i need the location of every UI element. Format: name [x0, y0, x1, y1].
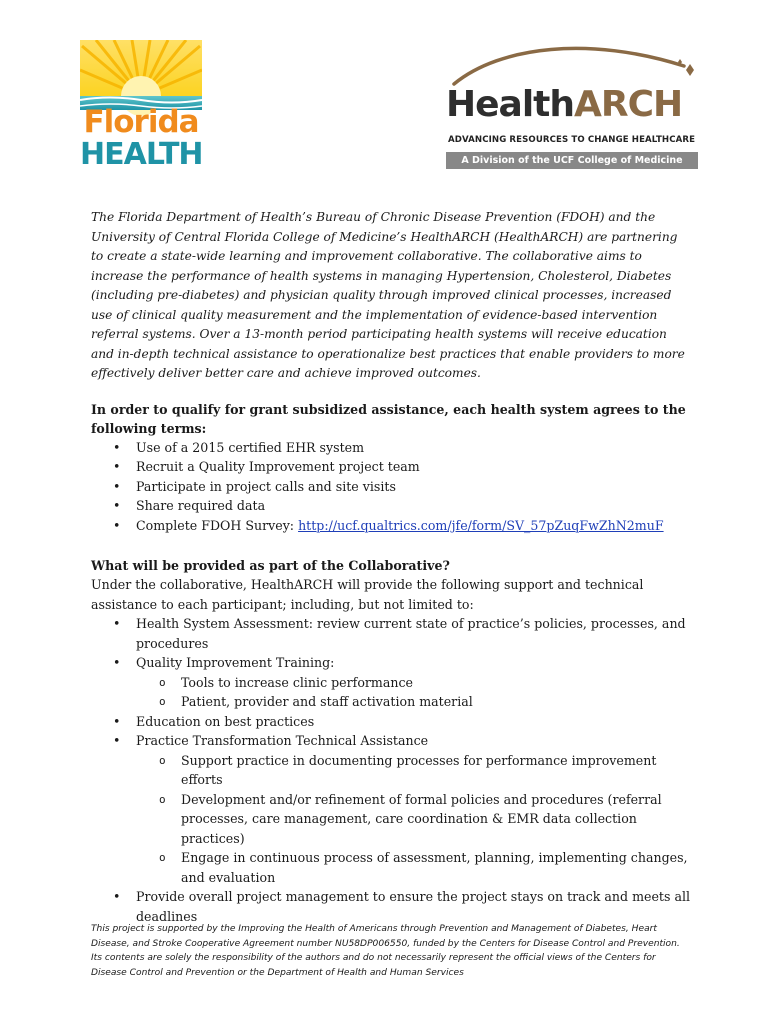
sub-list — [136, 751, 691, 888]
survey-link[interactable]: http://ucf.qualtrics.com/jfe/form/SV_57pZuqFwZhN2muF — [298, 517, 664, 533]
sub-list-item: o Patient, provider and staff activation material — [136, 692, 691, 712]
terms-heading: In order to qualify for grant subsidized assistance, each health system agrees to the following terms: — [91, 401, 686, 436]
healtharch-wordmark — [446, 84, 682, 125]
wordmark-arch: ARCH — [574, 84, 683, 125]
list-item — [91, 653, 691, 712]
intro-paragraph: The Florida Department of Health’s Bureau of Chronic Disease Prevention (FDOH) and the University of Central Florida College of Medicine’s HealthARCH (HealthARCH) are partnering to create a state-wide learning and improvement collaborative. The collaborative aims to increase the performance of health systems in managing Hypertension, Cholesterol, Diabetes (including pre-diabetes) and physician quality through improved clinical processes, increased use of clinical quality measurement and the implementation of evidence-based intervention referral systems. Over a 13-month period participating health systems will receive education and in-depth technical assistance to operationalize best practices that enable providers to more effectively deliver better care and achieve improved outcomes. — [91, 210, 685, 380]
provided-lead: Under the collaborative, HealthARCH will provide the following support and technical assistance to each participant; including, but not limited to: — [91, 577, 644, 612]
sub-list — [136, 673, 691, 712]
healtharch-tagline: ADVANCING RESOURCES TO CHANGE HEALTHCARE — [448, 135, 696, 145]
list-item-text: Education on best practices — [136, 713, 315, 729]
list-item — [91, 731, 691, 887]
healtharch-logo — [440, 40, 702, 170]
sub-list-item: o Development and/or refinement of formal policies and procedures (referral processes, care management, care coordination & EMR data collection practices) — [136, 790, 691, 849]
list-item: • Participate in project calls and site visits — [91, 477, 691, 497]
list-item-text: Practice Transformation Technical Assistance — [136, 733, 429, 748]
funding-footer: This project is supported by the Improving the Health of Americans through Prevention and Management of Diabetes, Heart Disease, and Stroke Cooperative Agreement number NU58DP006550, funded by the Centers for Disease Control and Prevention. Its contents are solely the responsibility of the authors and do not necessarily represent the official views of the Centers for Disease Control and Prevention or the Department of Health and Human Services — [91, 924, 680, 978]
arch-swoosh-icon — [440, 40, 702, 88]
list-item: • Use of a 2015 certified EHR system — [91, 438, 691, 458]
florida-health-logo — [80, 40, 202, 170]
list-item-text: Health System Assessment: review current state of practice’s policies, processes, and procedures — [136, 616, 686, 651]
list-item — [91, 887, 691, 926]
survey-label: Complete FDOH Survey: — [136, 517, 299, 533]
terms-list — [91, 438, 691, 536]
provided-heading: What will be provided as part of the Collaborative? — [91, 558, 450, 573]
health-wordmark: HEALTH — [80, 137, 203, 172]
sub-list-item: o Tools to increase clinic performance — [136, 673, 691, 693]
ucf-division-banner: A Division of the UCF College of Medicine — [446, 152, 698, 169]
provided-list — [91, 614, 691, 926]
document-body — [91, 208, 691, 926]
list-item — [91, 614, 691, 653]
wordmark-health: Health — [446, 84, 575, 125]
florida-wordmark: Florida — [83, 104, 199, 140]
list-item-text: Provide overall project management to ensure the project stays on track and meets all deadlines — [136, 889, 691, 924]
list-item: • Recruit a Quality Improvement project team — [91, 457, 691, 477]
list-item — [91, 516, 691, 536]
list-item — [91, 712, 691, 732]
sub-list-item: o Engage in continuous process of assessment, planning, implementing changes, and evaluation — [136, 848, 691, 887]
list-item: • Share required data — [91, 496, 691, 516]
list-item-text: Quality Improvement Training: — [136, 655, 335, 670]
sub-list-item: o Support practice in documenting processes for performance improvement efforts — [136, 751, 691, 790]
